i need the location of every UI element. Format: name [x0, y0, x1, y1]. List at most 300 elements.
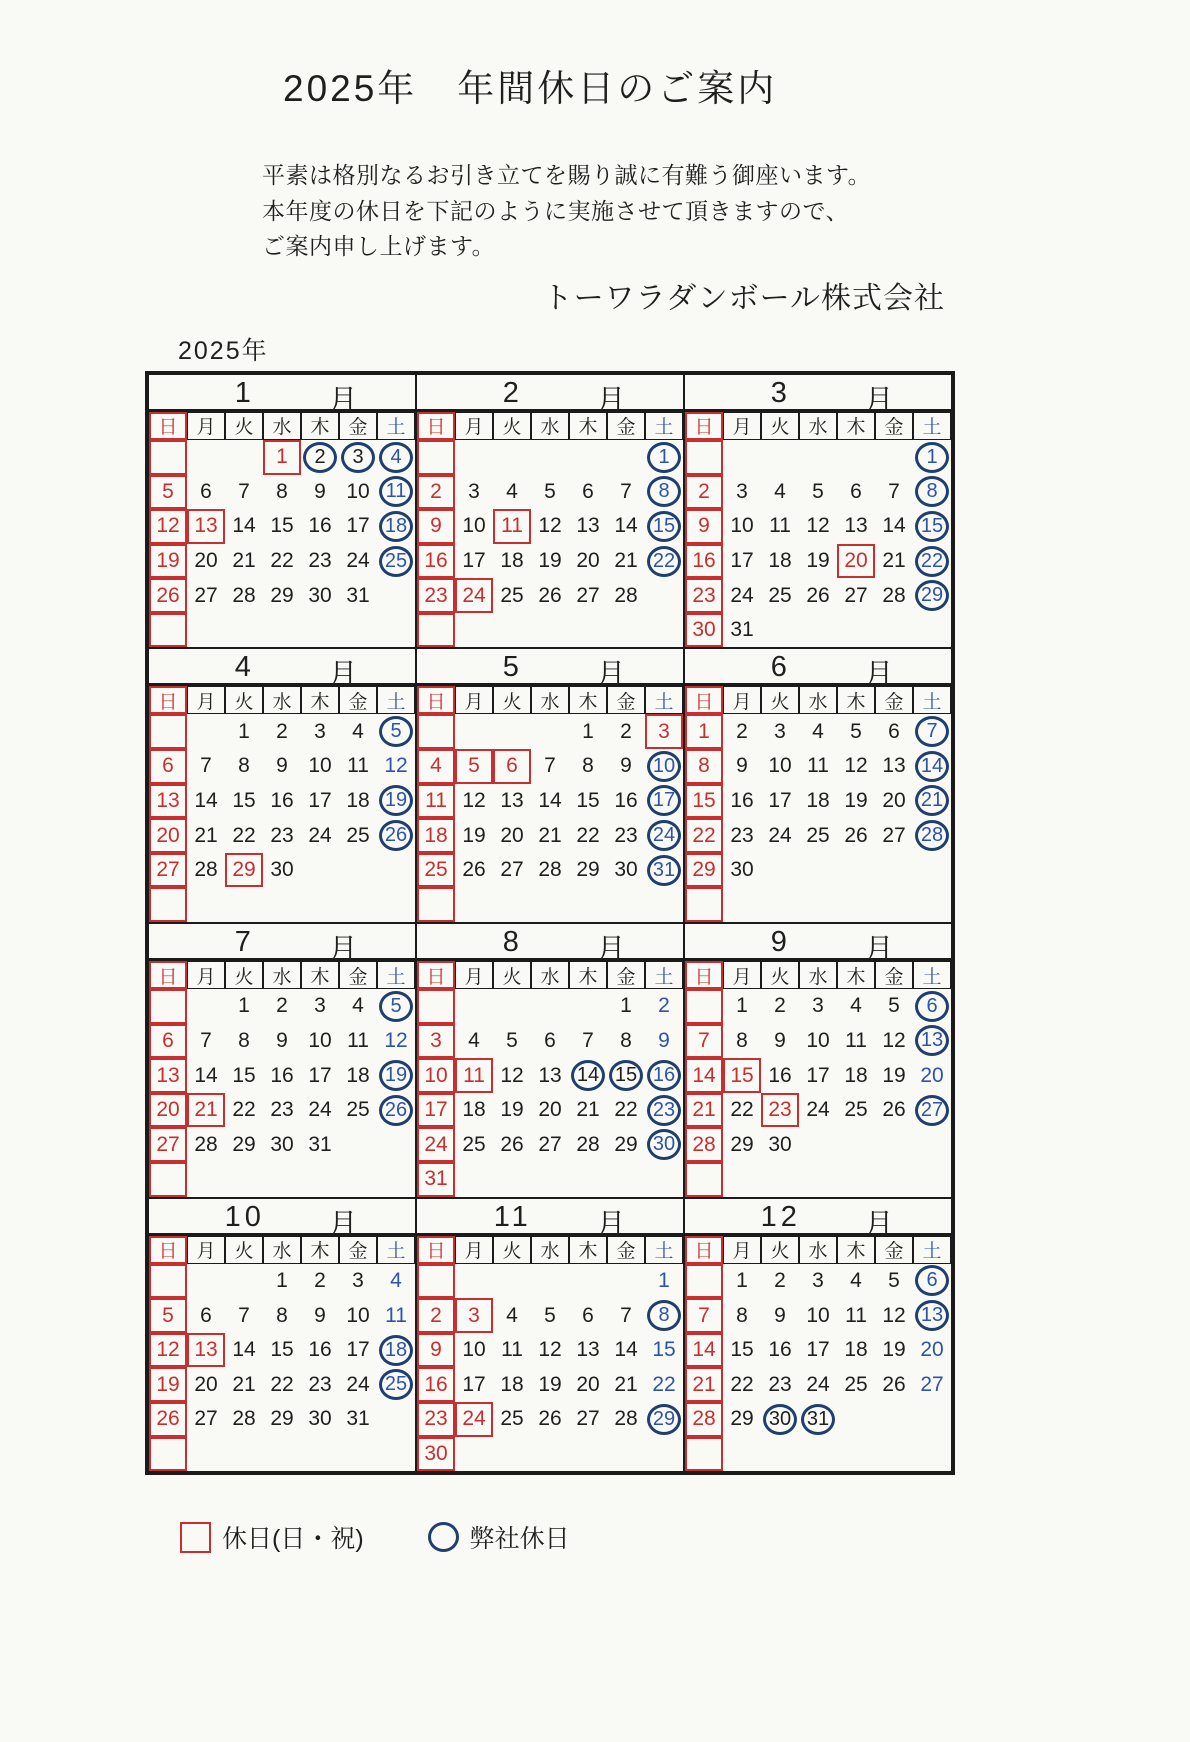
- weekday-label-5: 金: [875, 961, 913, 989]
- company-holiday-circle: 6: [915, 1265, 949, 1296]
- empty-cell: [569, 613, 607, 648]
- date-6-20: [875, 784, 913, 819]
- date-number: 12: [384, 1028, 408, 1052]
- date-7-1: [225, 989, 263, 1024]
- date-2-20: [569, 544, 607, 579]
- date-5-23: [607, 818, 645, 853]
- date-1-5: [149, 475, 187, 510]
- empty-cell: [417, 714, 455, 749]
- date-number: 24: [308, 1098, 332, 1122]
- date-3-28: [875, 578, 913, 613]
- weekday-label-1: 月: [723, 961, 761, 989]
- date-number: 25: [346, 1098, 370, 1122]
- date-4-26: [377, 818, 415, 853]
- date-9-5: [875, 989, 913, 1024]
- date-11-4: [493, 1298, 531, 1333]
- month-suffix: 月: [328, 384, 358, 417]
- empty-cell: [225, 613, 263, 648]
- date-11-3: [455, 1298, 493, 1333]
- weekday-label-3: 水: [799, 686, 837, 714]
- date-12-12: [875, 1298, 913, 1333]
- date-8-4: [455, 1024, 493, 1059]
- date-number: 16: [424, 549, 448, 572]
- date-number: 1: [238, 719, 250, 743]
- date-8-27: [531, 1127, 569, 1162]
- date-11-6: [569, 1298, 607, 1333]
- date-number: 20: [500, 823, 524, 847]
- empty-cell: [531, 714, 569, 749]
- month-dates: [685, 440, 951, 648]
- date-number: 23: [270, 823, 294, 847]
- date-number: 28: [614, 1407, 638, 1431]
- date-1-27: [187, 578, 225, 613]
- weekday-label-2: 火: [225, 412, 263, 440]
- date-1-26: [149, 578, 187, 613]
- date-number: 22: [232, 823, 256, 847]
- date-12-25: [837, 1367, 875, 1402]
- date-11-18: [493, 1367, 531, 1402]
- weekday-label-4: 木: [837, 412, 875, 440]
- month-suffix: 月: [596, 934, 626, 967]
- greeting-text: [262, 158, 1190, 265]
- date-5-30: [607, 853, 645, 888]
- empty-cell: [761, 1162, 799, 1197]
- date-number: 20: [576, 549, 600, 572]
- date-number: 1: [238, 994, 250, 1018]
- empty-cell: [187, 714, 225, 749]
- date-number: 25: [462, 1132, 486, 1156]
- date-number: 28: [692, 1407, 716, 1431]
- month-9: [684, 923, 952, 1198]
- empty-cell: [149, 1162, 187, 1197]
- date-number: 23: [614, 823, 638, 847]
- date-7-27: [149, 1127, 187, 1162]
- date-number: 7: [200, 1028, 212, 1052]
- date-number: 30: [768, 1132, 792, 1156]
- date-7-7: [187, 1024, 225, 1059]
- date-10-19: [149, 1367, 187, 1402]
- date-11-13: [569, 1333, 607, 1368]
- empty-cell: [685, 1437, 723, 1472]
- date-8-1: [607, 989, 645, 1024]
- date-8-28: [569, 1127, 607, 1162]
- date-number: 11: [347, 1028, 369, 1052]
- company-holiday-circle: 22: [915, 546, 949, 577]
- weekday-label-1: 月: [455, 686, 493, 714]
- date-number: 7: [582, 1028, 594, 1052]
- date-number: 18: [844, 1338, 868, 1362]
- date-9-1: [723, 989, 761, 1024]
- date-number: 30: [730, 858, 754, 882]
- date-8-16: [645, 1058, 683, 1093]
- date-number: 8: [582, 754, 594, 778]
- date-number: 13: [576, 1338, 600, 1362]
- date-3-23: [685, 578, 723, 613]
- date-number: 5: [888, 994, 900, 1018]
- weekday-label-0: 日: [149, 686, 187, 714]
- date-number: 18: [462, 1098, 486, 1122]
- weekday-label-6: 土: [645, 412, 683, 440]
- weekday-label-2: 火: [493, 1236, 531, 1264]
- date-2-9: [417, 509, 455, 544]
- empty-cell: [913, 1162, 951, 1197]
- page-title: 2025年 年間休日のご案内: [283, 68, 778, 109]
- date-number: 3: [352, 1268, 364, 1292]
- weekday-label-5: 金: [339, 961, 377, 989]
- date-number: 4: [774, 479, 786, 503]
- weekday-label-1: 月: [723, 412, 761, 440]
- date-number: 10: [308, 1028, 332, 1052]
- empty-cell: [685, 1264, 723, 1299]
- date-number: 3: [314, 719, 326, 743]
- month-suffix: 月: [596, 384, 626, 417]
- empty-cell: [607, 887, 645, 922]
- date-12-6: [913, 1264, 951, 1299]
- weekday-label-4: 木: [837, 1236, 875, 1264]
- date-10-29: [263, 1402, 301, 1437]
- date-2-10: [455, 509, 493, 544]
- date-number: 25: [768, 583, 792, 607]
- date-number: 6: [582, 1303, 594, 1327]
- company-holiday-circle: 13: [915, 1300, 949, 1331]
- company-holiday-circle: 10: [647, 751, 681, 782]
- empty-cell: [723, 887, 761, 922]
- date-5-29: [569, 853, 607, 888]
- weekday-header-row: [149, 412, 415, 440]
- empty-cell: [149, 1437, 187, 1472]
- date-9-17: [799, 1058, 837, 1093]
- weekday-label-1: 月: [187, 1236, 225, 1264]
- empty-cell: [799, 887, 837, 922]
- year-label: 2025年: [178, 336, 269, 365]
- date-6-22: [685, 818, 723, 853]
- date-2-23: [417, 578, 455, 613]
- month-number: 7: [234, 926, 255, 959]
- date-7-8: [225, 1024, 263, 1059]
- date-6-10: [761, 749, 799, 784]
- date-1-22: [263, 544, 301, 579]
- date-number: 21: [692, 1372, 716, 1396]
- greeting-line-1: 平素は格別なるお引き立てを賜り誠に有難う御座います。: [262, 162, 872, 188]
- date-number: 24: [768, 823, 792, 847]
- empty-cell: [645, 887, 683, 922]
- date-3-19: [799, 544, 837, 579]
- date-1-1: [263, 440, 301, 475]
- empty-cell: [837, 440, 875, 475]
- empty-cell: [187, 613, 225, 648]
- empty-cell: [685, 887, 723, 922]
- empty-cell: [455, 1437, 493, 1472]
- date-number: 25: [500, 583, 524, 607]
- date-number: 28: [232, 583, 256, 607]
- date-number: 23: [270, 1098, 294, 1122]
- date-2-16: [417, 544, 455, 579]
- weekday-label-2: 火: [225, 686, 263, 714]
- date-8-7: [569, 1024, 607, 1059]
- date-number: 30: [692, 618, 716, 642]
- empty-cell: [685, 1162, 723, 1197]
- date-number: 26: [156, 583, 180, 607]
- empty-cell: [339, 853, 377, 888]
- date-number: 25: [346, 823, 370, 847]
- company-holiday-circle: 15: [647, 511, 681, 542]
- date-7-15: [225, 1058, 263, 1093]
- date-number: 5: [850, 719, 862, 743]
- month-suffix: 月: [596, 659, 626, 692]
- empty-cell: [837, 853, 875, 888]
- date-number: 15: [232, 1063, 256, 1087]
- weekday-label-2: 火: [493, 961, 531, 989]
- weekday-label-4: 木: [301, 1236, 339, 1264]
- company-holiday-circle: 15: [915, 511, 949, 542]
- date-3-30: [685, 613, 723, 648]
- empty-cell: [913, 613, 951, 648]
- company-holiday-circle: 28: [915, 820, 949, 851]
- date-5-26: [455, 853, 493, 888]
- date-10-6: [187, 1298, 225, 1333]
- empty-cell: [875, 440, 913, 475]
- month-header-5: [417, 649, 683, 692]
- month-dates: [685, 989, 951, 1197]
- date-number: 4: [850, 1268, 862, 1292]
- date-2-13: [569, 509, 607, 544]
- date-number: 21: [692, 1098, 716, 1122]
- date-number: 10: [806, 1303, 830, 1327]
- date-2-28: [607, 578, 645, 613]
- weekday-label-1: 月: [187, 412, 225, 440]
- date-number: 29: [730, 1407, 754, 1431]
- date-11-29: [645, 1402, 683, 1437]
- date-4-4: [339, 714, 377, 749]
- date-number: 11: [807, 754, 829, 778]
- empty-cell: [799, 1162, 837, 1197]
- date-number: 5: [544, 1303, 556, 1327]
- date-4-3: [301, 714, 339, 749]
- date-number: 21: [232, 1372, 256, 1396]
- empty-cell: [607, 613, 645, 648]
- weekday-label-3: 水: [263, 686, 301, 714]
- company-holiday-circle: 13: [915, 1025, 949, 1056]
- date-number: 2: [276, 994, 288, 1018]
- date-8-2: [645, 989, 683, 1024]
- date-10-25: [377, 1367, 415, 1402]
- date-number: 15: [730, 1063, 754, 1087]
- date-5-13: [493, 784, 531, 819]
- date-8-10: [417, 1058, 455, 1093]
- date-number: 24: [346, 1372, 370, 1396]
- date-6-17: [761, 784, 799, 819]
- date-number: 30: [270, 1132, 294, 1156]
- weekday-label-1: 月: [187, 686, 225, 714]
- empty-cell: [799, 853, 837, 888]
- month-1: [148, 374, 416, 649]
- date-1-23: [301, 544, 339, 579]
- date-6-8: [685, 749, 723, 784]
- weekday-label-1: 月: [723, 1236, 761, 1264]
- empty-cell: [913, 1437, 951, 1472]
- company-holiday-circle: 30: [647, 1129, 681, 1160]
- date-7-20: [149, 1093, 187, 1128]
- date-4-28: [187, 853, 225, 888]
- date-2-22: [645, 544, 683, 579]
- weekday-header-row: [685, 412, 951, 440]
- date-number: 3: [314, 994, 326, 1018]
- date-8-31: [417, 1162, 455, 1197]
- date-number: 24: [806, 1372, 830, 1396]
- date-10-18: [377, 1333, 415, 1368]
- date-12-21: [685, 1367, 723, 1402]
- empty-cell: [761, 887, 799, 922]
- date-number: 10: [346, 1303, 370, 1327]
- date-number: 9: [276, 754, 288, 778]
- date-number: 27: [576, 583, 600, 607]
- date-number: 23: [730, 823, 754, 847]
- empty-cell: [685, 440, 723, 475]
- date-1-28: [225, 578, 263, 613]
- date-12-31: [799, 1402, 837, 1437]
- date-2-18: [493, 544, 531, 579]
- date-number: 15: [730, 1338, 754, 1362]
- date-4-30: [263, 853, 301, 888]
- date-10-4: [377, 1264, 415, 1299]
- date-number: 9: [774, 1303, 786, 1327]
- date-12-8: [723, 1298, 761, 1333]
- date-1-25: [377, 544, 415, 579]
- date-number: 21: [194, 823, 218, 847]
- weekday-label-6: 土: [377, 412, 415, 440]
- empty-cell: [339, 1162, 377, 1197]
- date-8-8: [607, 1024, 645, 1059]
- date-4-16: [263, 784, 301, 819]
- date-number: 18: [500, 549, 524, 572]
- date-number: 23: [768, 1098, 792, 1122]
- date-7-28: [187, 1127, 225, 1162]
- date-12-1: [723, 1264, 761, 1299]
- weekday-header-row: [685, 686, 951, 714]
- date-8-22: [607, 1093, 645, 1128]
- date-9-11: [837, 1024, 875, 1059]
- date-7-3: [301, 989, 339, 1024]
- empty-cell: [187, 989, 225, 1024]
- weekday-label-5: 金: [339, 686, 377, 714]
- date-9-26: [875, 1093, 913, 1128]
- date-8-29: [607, 1127, 645, 1162]
- weekday-label-3: 水: [531, 961, 569, 989]
- empty-cell: [493, 887, 531, 922]
- date-number: 12: [538, 1338, 562, 1362]
- empty-cell: [417, 1264, 455, 1299]
- date-7-13: [149, 1058, 187, 1093]
- date-3-6: [837, 475, 875, 510]
- date-6-11: [799, 749, 837, 784]
- date-3-22: [913, 544, 951, 579]
- date-3-14: [875, 509, 913, 544]
- date-number: 7: [698, 1303, 710, 1327]
- date-number: 20: [882, 788, 906, 812]
- date-1-29: [263, 578, 301, 613]
- empty-cell: [913, 1127, 951, 1162]
- empty-cell: [723, 1437, 761, 1472]
- date-number: 16: [614, 788, 638, 812]
- date-5-14: [531, 784, 569, 819]
- date-number: 15: [270, 1338, 294, 1362]
- month-number: 6: [770, 651, 791, 684]
- empty-cell: [723, 440, 761, 475]
- date-number: 3: [658, 719, 670, 743]
- date-number: 1: [736, 1268, 748, 1292]
- empty-cell: [377, 613, 415, 648]
- date-10-13: [187, 1333, 225, 1368]
- date-number: 20: [194, 1372, 218, 1396]
- date-12-2: [761, 1264, 799, 1299]
- date-9-2: [761, 989, 799, 1024]
- date-10-12: [149, 1333, 187, 1368]
- empty-cell: [301, 1437, 339, 1472]
- date-2-25: [493, 578, 531, 613]
- month-dates: [685, 714, 951, 922]
- empty-cell: [569, 1162, 607, 1197]
- empty-cell: [837, 1162, 875, 1197]
- date-1-17: [339, 509, 377, 544]
- date-7-24: [301, 1093, 339, 1128]
- date-number: 21: [538, 823, 562, 847]
- date-8-3: [417, 1024, 455, 1059]
- date-3-2: [685, 475, 723, 510]
- date-number: 20: [156, 823, 180, 847]
- date-3-18: [761, 544, 799, 579]
- company-holiday-legend-label: 弊社休日: [469, 1525, 570, 1554]
- empty-cell: [225, 1437, 263, 1472]
- date-number: 6: [506, 754, 518, 778]
- empty-cell: [187, 1437, 225, 1472]
- company-holiday-circle: 31: [647, 855, 681, 886]
- date-4-24: [301, 818, 339, 853]
- empty-cell: [455, 887, 493, 922]
- date-1-9: [301, 475, 339, 510]
- date-number: 8: [276, 1303, 288, 1327]
- empty-cell: [531, 1264, 569, 1299]
- date-number: 8: [238, 1028, 250, 1052]
- company-holiday-circle: 26: [379, 820, 413, 851]
- weekday-label-5: 金: [607, 961, 645, 989]
- date-9-18: [837, 1058, 875, 1093]
- date-11-14: [607, 1333, 645, 1368]
- date-5-5: [455, 749, 493, 784]
- month-7: [148, 923, 416, 1198]
- date-1-6: [187, 475, 225, 510]
- date-number: 14: [232, 514, 256, 538]
- month-suffix: 月: [864, 934, 894, 967]
- month-suffix: 月: [328, 934, 358, 967]
- date-number: 29: [232, 858, 256, 882]
- date-10-3: [339, 1264, 377, 1299]
- date-number: 8: [736, 1028, 748, 1052]
- weekday-label-3: 水: [263, 412, 301, 440]
- empty-cell: [377, 1162, 415, 1197]
- date-5-2: [607, 714, 645, 749]
- empty-cell: [761, 613, 799, 648]
- company-holiday-circle: 26: [379, 1095, 413, 1126]
- date-number: 17: [806, 1063, 830, 1087]
- empty-cell: [493, 1264, 531, 1299]
- date-10-30: [301, 1402, 339, 1437]
- weekday-label-3: 水: [531, 686, 569, 714]
- date-4-12: [377, 749, 415, 784]
- date-number: 18: [500, 1372, 524, 1396]
- date-7-12: [377, 1024, 415, 1059]
- date-number: 11: [463, 1063, 485, 1087]
- weekday-label-4: 木: [569, 686, 607, 714]
